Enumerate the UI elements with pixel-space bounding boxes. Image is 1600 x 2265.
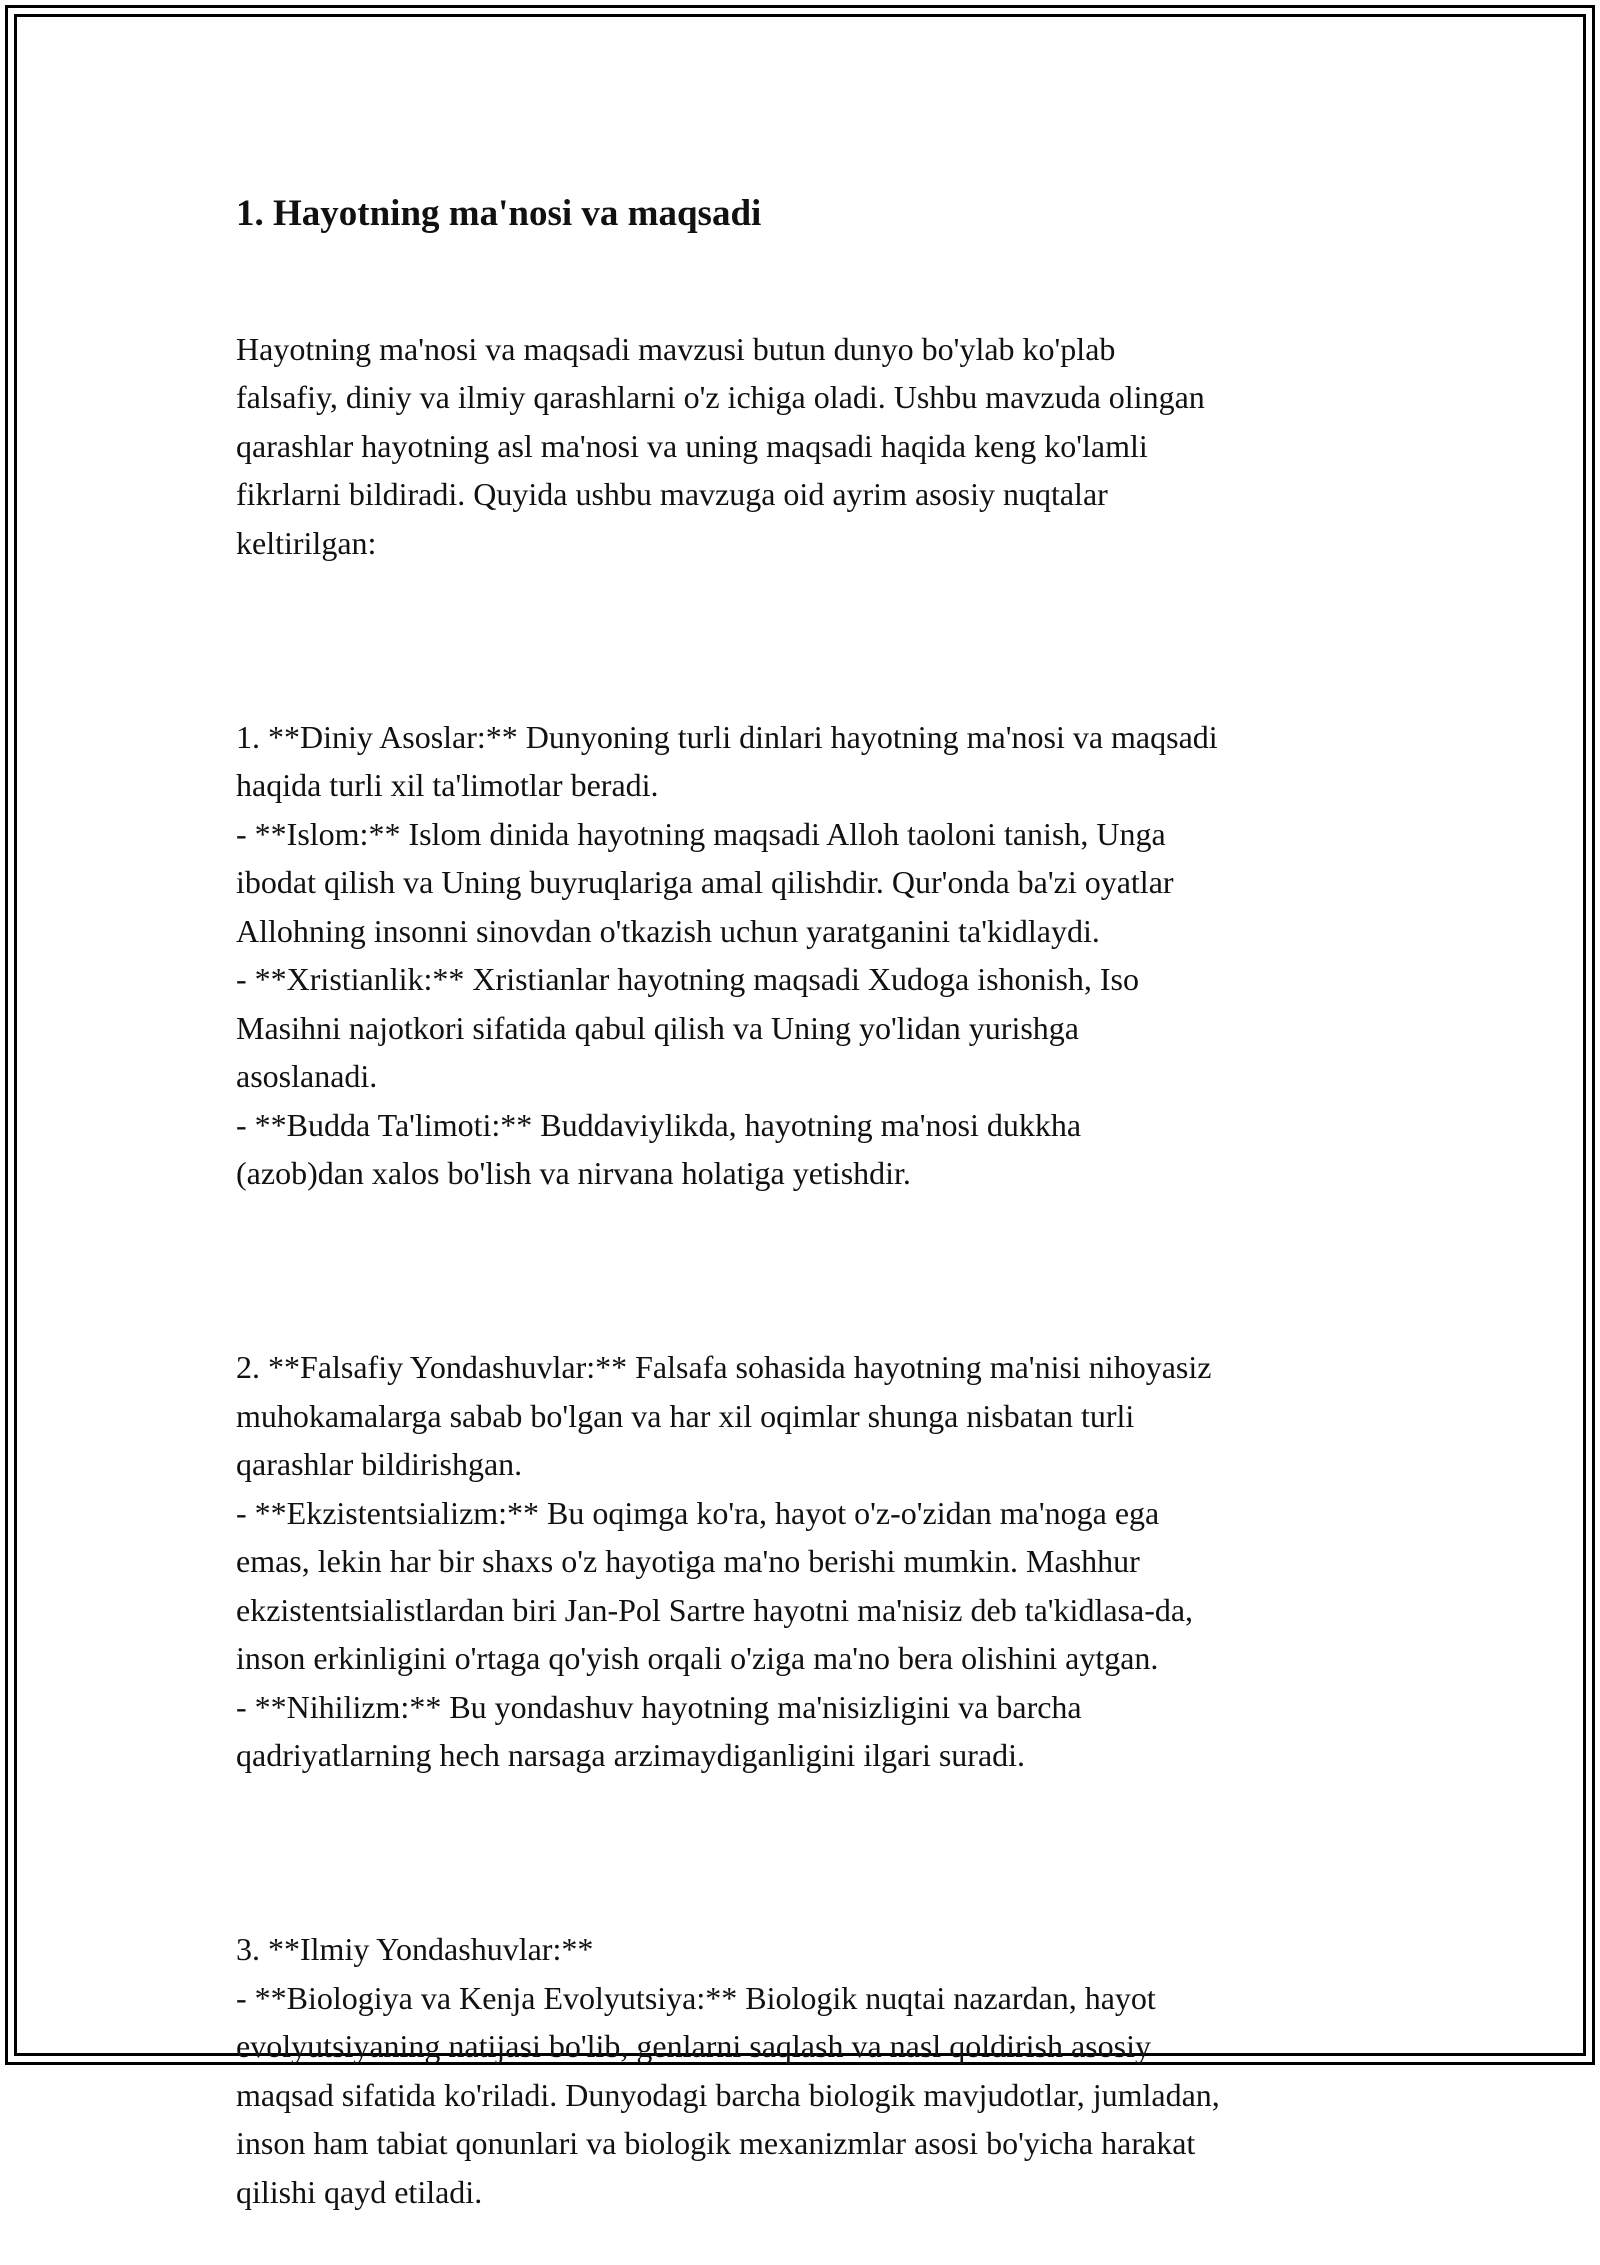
document-text xyxy=(236,276,1416,2265)
paragraph-gap xyxy=(236,1828,1416,1877)
section-religious: 1. **Diniy Asoslar:** Dunyoning turli dinlari hayotning ma'nosi va maqsadi haqida turli xil ta'limotlar beradi. - **Islom:** Islom dinida hayotning maqsadi Alloh taoloni tanish, Unga ibodat qilish va Uning buyruqlariga amal qilishdir. Qur'onda ba'zi oyatlar Allohning insonni sinovdan o'tkazish uchun yaratganini ta'kidlaydi. - **Xristianlik:** Xristianlar hayotning maqsadi Xudoga ishonish, Iso Masihni najotkori sifatida qabul qilish va Uning yo'lidan yurishga asoslanadi. - **Budda Ta'limoti:** Buddaviylikda, hayotning ma'nosi dukkha (azob)dan xalos bo'lish va nirvana holatiga yetishdir. xyxy=(236,718,1218,1191)
document-body xyxy=(236,186,1416,2265)
page-title: 1. Hayotning ma'nosi va maqsadi xyxy=(236,193,762,234)
intro-paragraph: Hayotning ma'nosi va maqsadi mavzusi butun dunyo bo'ylab ko'plab falsafiy, diniy va ilmiy qarashlarni o'z ichiga oladi. Ushbu mavzuda olingan qarashlar hayotning asl ma'nosi va uning maqsadi haqida keng ko'lamli fikrlarni bildiradi. Quyida ushbu mavzuga oid ayrim asosiy nuqtalar keltirilgan: xyxy=(236,330,1205,561)
section-scientific: 3. **Ilmiy Yondashuvlar:** - **Biologiya va Kenja Evolyutsiya:** Biologik nuqtai nazardan, hayot evolyutsiyaning natijasi bo'lib, genlarni saqlash va nasl qoldirish asosiy maqsad sifatida ko'riladi. Dunyodagi barcha biologik mavjudotlar, jumladan, inson ham tabiat qonunlari va biologik mexanizmlar asosi bo'yicha harakat qilishi qayd etiladi. xyxy=(236,1931,1220,2210)
section-philosophical: 2. **Falsafiy Yondashuvlar:** Falsafa sohasida hayotning ma'nisi nihoyasiz muhokamalarga sabab bo'lgan va har xil oqimlar shunga nisbatan turli qarashlar bildirishgan. - **Ekzistentsializm:** Bu oqimga ko'ra, hayot o'z-o'zidan ma'noga ega emas, lekin har bir shaxs o'z hayotiga ma'no berishi mumkin. Mashhur ekzistentsialistlardan biri Jan-Pol Sartre hayotni ma'nisiz deb ta'kidlasa-da, inson erkinligini o'rtaga qo'yish orqali o'ziga ma'no bera olishini aytgan. - **Nihilizm:** Bu yondashuv hayotning ma'nisizligini va barcha qadriyatlarning hech narsaga arzimaydiganligini ilgari suradi. xyxy=(236,1349,1212,1773)
paragraph-gap xyxy=(236,616,1416,665)
paragraph-gap xyxy=(236,1246,1416,1295)
